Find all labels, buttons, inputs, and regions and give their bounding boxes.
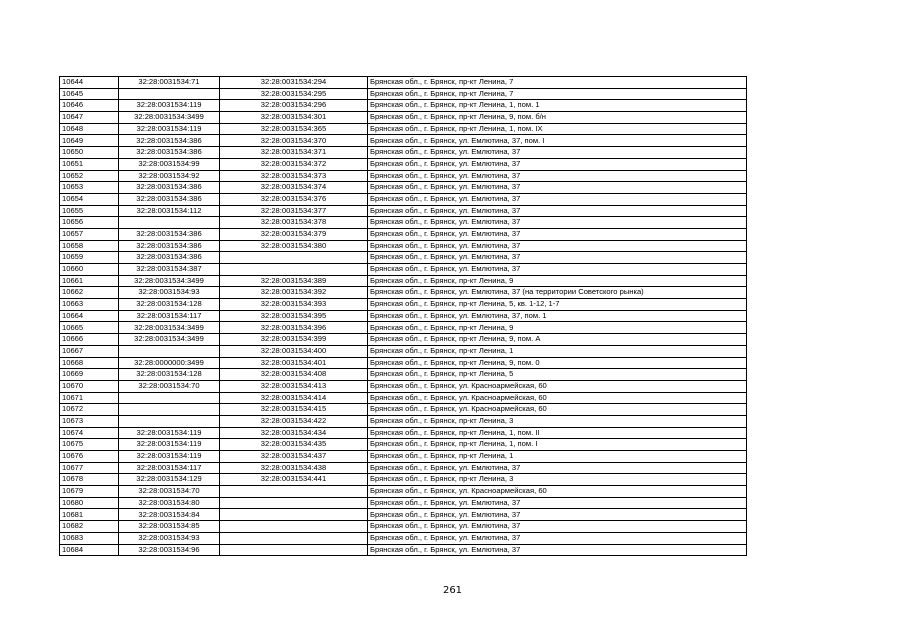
parcel-number-cell: 32:28:0031534:386 xyxy=(119,193,220,205)
parcel-number-cell: 32:28:0031534:70 xyxy=(119,380,220,392)
parcel-number-cell: 32:28:0031534:119 xyxy=(119,427,220,439)
page-number: 261 xyxy=(442,585,463,596)
parcel-number-cell: 32:28:0031534:93 xyxy=(119,287,220,299)
address-cell: Брянская обл., г. Брянск, ул. Емлютина, 37 xyxy=(368,264,747,276)
address-cell: Брянская обл., г. Брянск, пр-кт Ленина, 1, пом. 1 xyxy=(368,100,747,112)
object-number-cell: 32:28:0031534:435 xyxy=(220,439,368,451)
address-cell: Брянская обл., г. Брянск, ул. Емлютина, 37 xyxy=(368,228,747,240)
row-number-cell: 10664 xyxy=(60,310,119,322)
object-number-cell: 32:28:0031534:434 xyxy=(220,427,368,439)
row-number-cell: 10657 xyxy=(60,228,119,240)
row-number-cell: 10646 xyxy=(60,100,119,112)
row-number-cell: 10676 xyxy=(60,451,119,463)
row-number-cell: 10654 xyxy=(60,193,119,205)
parcel-number-cell: 32:28:0031534:71 xyxy=(119,77,220,89)
address-cell: Брянская обл., г. Брянск, пр-кт Ленина, 1, пом. I xyxy=(368,439,747,451)
address-cell: Брянская обл., г. Брянск, ул. Емлютина, 37 xyxy=(368,170,747,182)
object-number-cell: 32:28:0031534:379 xyxy=(220,228,368,240)
table-row xyxy=(60,182,747,194)
table-row xyxy=(60,380,747,392)
address-cell: Брянская обл., г. Брянск, ул. Емлютина, 37 xyxy=(368,544,747,556)
table-row xyxy=(60,147,747,159)
row-number-cell: 10674 xyxy=(60,427,119,439)
table-row xyxy=(60,544,747,556)
parcel-number-cell: 32:28:0031534:85 xyxy=(119,521,220,533)
table-row xyxy=(60,474,747,486)
object-number-cell: 32:28:0031534:296 xyxy=(220,100,368,112)
table-row xyxy=(60,404,747,416)
parcel-number-cell: 32:28:0031534:93 xyxy=(119,532,220,544)
table-row xyxy=(60,275,747,287)
row-number-cell: 10659 xyxy=(60,252,119,264)
table-row xyxy=(60,509,747,521)
address-cell: Брянская обл., г. Брянск, ул. Емлютина, 37 xyxy=(368,521,747,533)
parcel-number-cell xyxy=(119,392,220,404)
address-cell: Брянская обл., г. Брянск, ул. Емлютина, 37 xyxy=(368,497,747,509)
parcel-number-cell: 32:28:0031534:3499 xyxy=(119,322,220,334)
object-number-cell: 32:28:0031534:377 xyxy=(220,205,368,217)
row-number-cell: 10670 xyxy=(60,380,119,392)
parcel-number-cell xyxy=(119,415,220,427)
table-row xyxy=(60,521,747,533)
row-number-cell: 10650 xyxy=(60,147,119,159)
row-number-cell: 10662 xyxy=(60,287,119,299)
address-cell: Брянская обл., г. Брянск, пр-кт Ленина, 1, пом. II xyxy=(368,427,747,439)
parcel-number-cell: 32:28:0031534:119 xyxy=(119,123,220,135)
address-cell: Брянская обл., г. Брянск, ул. Красноармейская, 60 xyxy=(368,380,747,392)
row-number-cell: 10684 xyxy=(60,544,119,556)
row-number-cell: 10667 xyxy=(60,345,119,357)
address-cell: Брянская обл., г. Брянск, пр-кт Ленина, 7 xyxy=(368,77,747,89)
parcel-number-cell: 32:28:0031534:3499 xyxy=(119,334,220,346)
parcel-number-cell: 32:28:0031534:386 xyxy=(119,240,220,252)
address-cell: Брянская обл., г. Брянск, ул. Емлютина, 37 xyxy=(368,217,747,229)
object-number-cell: 32:28:0031534:365 xyxy=(220,123,368,135)
object-number-cell: 32:28:0031534:378 xyxy=(220,217,368,229)
row-number-cell: 10649 xyxy=(60,135,119,147)
address-cell: Брянская обл., г. Брянск, пр-кт Ленина, 9 xyxy=(368,322,747,334)
parcel-number-cell: 32:28:0031534:119 xyxy=(119,100,220,112)
row-number-cell: 10668 xyxy=(60,357,119,369)
address-cell: Брянская обл., г. Брянск, ул. Емлютина, 37 (на территории Советского рынка) xyxy=(368,287,747,299)
object-number-cell: 32:28:0031534:422 xyxy=(220,415,368,427)
row-number-cell: 10653 xyxy=(60,182,119,194)
parcel-number-cell: 32:28:0031534:117 xyxy=(119,462,220,474)
table-row xyxy=(60,193,747,205)
row-number-cell: 10660 xyxy=(60,264,119,276)
table-row xyxy=(60,100,747,112)
address-cell: Брянская обл., г. Брянск, ул. Емлютина, 37 xyxy=(368,509,747,521)
address-cell: Брянская обл., г. Брянск, ул. Емлютина, 37 xyxy=(368,532,747,544)
address-cell: Брянская обл., г. Брянск, пр-кт Ленина, 1, пом. IX xyxy=(368,123,747,135)
table-row xyxy=(60,77,747,89)
row-number-cell: 10682 xyxy=(60,521,119,533)
parcel-number-cell: 32:28:0031534:70 xyxy=(119,486,220,498)
object-number-cell: 32:28:0031534:413 xyxy=(220,380,368,392)
parcel-number-cell: 32:28:0031534:386 xyxy=(119,252,220,264)
table-row xyxy=(60,112,747,124)
object-number-cell: 32:28:0031534:294 xyxy=(220,77,368,89)
row-number-cell: 10666 xyxy=(60,334,119,346)
table-row xyxy=(60,158,747,170)
row-number-cell: 10647 xyxy=(60,112,119,124)
object-number-cell: 32:28:0031534:373 xyxy=(220,170,368,182)
object-number-cell: 32:28:0031534:372 xyxy=(220,158,368,170)
object-number-cell: 32:28:0031534:376 xyxy=(220,193,368,205)
row-number-cell: 10672 xyxy=(60,404,119,416)
row-number-cell: 10665 xyxy=(60,322,119,334)
row-number-cell: 10669 xyxy=(60,369,119,381)
address-cell: Брянская обл., г. Брянск, пр-кт Ленина, 1 xyxy=(368,451,747,463)
address-cell: Брянская обл., г. Брянск, ул. Емлютина, 37 xyxy=(368,252,747,264)
object-number-cell xyxy=(220,486,368,498)
address-cell: Брянская обл., г. Брянск, пр-кт Ленина, 3 xyxy=(368,474,747,486)
row-number-cell: 10655 xyxy=(60,205,119,217)
table-row xyxy=(60,228,747,240)
parcel-number-cell: 32:28:0031534:128 xyxy=(119,299,220,311)
table-row xyxy=(60,299,747,311)
parcel-number-cell: 32:28:0031534:117 xyxy=(119,310,220,322)
object-number-cell: 32:28:0031534:401 xyxy=(220,357,368,369)
parcel-number-cell: 32:28:0031534:129 xyxy=(119,474,220,486)
object-number-cell: 32:28:0031534:295 xyxy=(220,88,368,100)
address-cell: Брянская обл., г. Брянск, ул. Красноармейская, 60 xyxy=(368,404,747,416)
parcel-number-cell: 32:28:0031534:387 xyxy=(119,264,220,276)
row-number-cell: 10683 xyxy=(60,532,119,544)
object-number-cell: 32:28:0031534:392 xyxy=(220,287,368,299)
row-number-cell: 10658 xyxy=(60,240,119,252)
address-cell: Брянская обл., г. Брянск, пр-кт Ленина, 9 xyxy=(368,275,747,287)
row-number-cell: 10644 xyxy=(60,77,119,89)
object-number-cell xyxy=(220,509,368,521)
address-cell: Брянская обл., г. Брянск, пр-кт Ленина, 9, пом. А xyxy=(368,334,747,346)
table-row xyxy=(60,240,747,252)
parcel-number-cell xyxy=(119,88,220,100)
object-number-cell: 32:28:0031534:438 xyxy=(220,462,368,474)
table-row xyxy=(60,439,747,451)
row-number-cell: 10679 xyxy=(60,486,119,498)
object-number-cell xyxy=(220,497,368,509)
object-number-cell: 32:28:0031534:396 xyxy=(220,322,368,334)
address-cell: Брянская обл., г. Брянск, ул. Емлютина, 37 xyxy=(368,158,747,170)
address-cell: Брянская обл., г. Брянск, ул. Емлютина, 37, пом. I xyxy=(368,135,747,147)
row-number-cell: 10678 xyxy=(60,474,119,486)
object-number-cell xyxy=(220,252,368,264)
cadastral-table xyxy=(59,76,747,556)
address-cell: Брянская обл., г. Брянск, ул. Красноармейская, 60 xyxy=(368,392,747,404)
object-number-cell: 32:28:0031534:370 xyxy=(220,135,368,147)
parcel-number-cell: 32:28:0031534:80 xyxy=(119,497,220,509)
parcel-number-cell: 32:28:0031534:386 xyxy=(119,182,220,194)
object-number-cell: 32:28:0031534:371 xyxy=(220,147,368,159)
row-number-cell: 10681 xyxy=(60,509,119,521)
parcel-number-cell: 32:28:0000000:3499 xyxy=(119,357,220,369)
table-row xyxy=(60,123,747,135)
parcel-number-cell xyxy=(119,345,220,357)
row-number-cell: 10675 xyxy=(60,439,119,451)
table-row xyxy=(60,322,747,334)
address-cell: Брянская обл., г. Брянск, пр-кт Ленина, 3 xyxy=(368,415,747,427)
object-number-cell: 32:28:0031534:380 xyxy=(220,240,368,252)
address-cell: Брянская обл., г. Брянск, ул. Емлютина, 37 xyxy=(368,462,747,474)
table-row xyxy=(60,217,747,229)
row-number-cell: 10651 xyxy=(60,158,119,170)
parcel-number-cell: 32:28:0031534:386 xyxy=(119,135,220,147)
address-cell: Брянская обл., г. Брянск, пр-кт Ленина, 9, пом. б/н xyxy=(368,112,747,124)
table-row xyxy=(60,451,747,463)
object-number-cell: 32:28:0031534:393 xyxy=(220,299,368,311)
object-number-cell xyxy=(220,521,368,533)
parcel-number-cell: 32:28:0031534:99 xyxy=(119,158,220,170)
parcel-number-cell: 32:28:0031534:112 xyxy=(119,205,220,217)
object-number-cell: 32:28:0031534:414 xyxy=(220,392,368,404)
row-number-cell: 10663 xyxy=(60,299,119,311)
table-row xyxy=(60,334,747,346)
address-cell: Брянская обл., г. Брянск, ул. Емлютина, 37 xyxy=(368,240,747,252)
address-cell: Брянская обл., г. Брянск, ул. Красноармейская, 60 xyxy=(368,486,747,498)
parcel-number-cell: 32:28:0031534:96 xyxy=(119,544,220,556)
parcel-number-cell: 32:28:0031534:3499 xyxy=(119,112,220,124)
object-number-cell xyxy=(220,544,368,556)
parcel-number-cell: 32:28:0031534:84 xyxy=(119,509,220,521)
parcel-number-cell: 32:28:0031534:119 xyxy=(119,451,220,463)
address-cell: Брянская обл., г. Брянск, пр-кт Ленина, 5 xyxy=(368,369,747,381)
address-cell: Брянская обл., г. Брянск, пр-кт Ленина, 1 xyxy=(368,345,747,357)
table-row xyxy=(60,392,747,404)
table-row xyxy=(60,88,747,100)
row-number-cell: 10656 xyxy=(60,217,119,229)
object-number-cell: 32:28:0031534:395 xyxy=(220,310,368,322)
row-number-cell: 10652 xyxy=(60,170,119,182)
parcel-number-cell: 32:28:0031534:3499 xyxy=(119,275,220,287)
address-cell: Брянская обл., г. Брянск, ул. Емлютина, 37 xyxy=(368,147,747,159)
address-cell: Брянская обл., г. Брянск, пр-кт Ленина, 9, пом. 0 xyxy=(368,357,747,369)
object-number-cell: 32:28:0031534:399 xyxy=(220,334,368,346)
row-number-cell: 10645 xyxy=(60,88,119,100)
parcel-number-cell: 32:28:0031534:128 xyxy=(119,369,220,381)
table-row xyxy=(60,264,747,276)
row-number-cell: 10680 xyxy=(60,497,119,509)
object-number-cell: 32:28:0031534:415 xyxy=(220,404,368,416)
object-number-cell: 32:28:0031534:400 xyxy=(220,345,368,357)
row-number-cell: 10648 xyxy=(60,123,119,135)
object-number-cell xyxy=(220,532,368,544)
parcel-number-cell xyxy=(119,404,220,416)
table-row xyxy=(60,532,747,544)
table-body xyxy=(60,77,747,556)
row-number-cell: 10671 xyxy=(60,392,119,404)
table-row xyxy=(60,427,747,439)
table-row xyxy=(60,357,747,369)
table-row xyxy=(60,252,747,264)
table-row xyxy=(60,415,747,427)
address-cell: Брянская обл., г. Брянск, ул. Емлютина, 37, пом. 1 xyxy=(368,310,747,322)
object-number-cell: 32:28:0031534:301 xyxy=(220,112,368,124)
table-row xyxy=(60,170,747,182)
parcel-number-cell: 32:28:0031534:386 xyxy=(119,228,220,240)
row-number-cell: 10673 xyxy=(60,415,119,427)
parcel-number-cell xyxy=(119,217,220,229)
parcel-number-cell: 32:28:0031534:92 xyxy=(119,170,220,182)
table-row xyxy=(60,462,747,474)
address-cell: Брянская обл., г. Брянск, ул. Емлютина, 37 xyxy=(368,182,747,194)
table-row xyxy=(60,310,747,322)
object-number-cell: 32:28:0031534:408 xyxy=(220,369,368,381)
parcel-number-cell: 32:28:0031534:386 xyxy=(119,147,220,159)
row-number-cell: 10661 xyxy=(60,275,119,287)
address-cell: Брянская обл., г. Брянск, ул. Емлютина, 37 xyxy=(368,205,747,217)
object-number-cell: 32:28:0031534:441 xyxy=(220,474,368,486)
object-number-cell xyxy=(220,264,368,276)
table-row xyxy=(60,287,747,299)
object-number-cell: 32:28:0031534:374 xyxy=(220,182,368,194)
address-cell: Брянская обл., г. Брянск, пр-кт Ленина, 5, кв. 1-12, 1-7 xyxy=(368,299,747,311)
table-row xyxy=(60,345,747,357)
table-row xyxy=(60,486,747,498)
table-row xyxy=(60,497,747,509)
object-number-cell: 32:28:0031534:389 xyxy=(220,275,368,287)
address-cell: Брянская обл., г. Брянск, пр-кт Ленина, 7 xyxy=(368,88,747,100)
parcel-number-cell: 32:28:0031534:119 xyxy=(119,439,220,451)
table-row xyxy=(60,135,747,147)
address-cell: Брянская обл., г. Брянск, ул. Емлютина, 37 xyxy=(368,193,747,205)
row-number-cell: 10677 xyxy=(60,462,119,474)
table-row xyxy=(60,369,747,381)
table-row xyxy=(60,205,747,217)
object-number-cell: 32:28:0031534:437 xyxy=(220,451,368,463)
